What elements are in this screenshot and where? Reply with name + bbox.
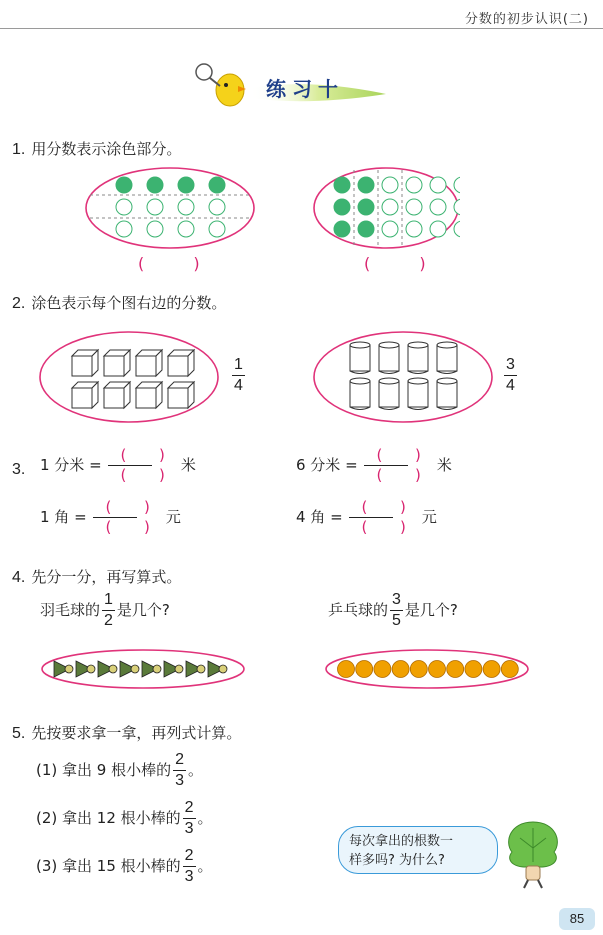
q1a-dot <box>116 221 132 237</box>
cylinder-icon[interactable] <box>379 378 399 410</box>
q1b-dot <box>382 199 398 215</box>
q4-right-question: 乒乓球的 $\frac{3}{5}$ 是几个? <box>328 591 458 629</box>
q3-blank-fraction-2[interactable]: ( ) ( ) <box>364 448 434 483</box>
cylinder-icon[interactable] <box>350 342 370 374</box>
shuttlecock-icon[interactable] <box>54 661 73 677</box>
shuttlecock-icon[interactable] <box>76 661 95 677</box>
q1-answer-blank-a[interactable]: ( ) <box>138 254 222 273</box>
q1b-dot <box>430 199 446 215</box>
pingpong-ball-icon[interactable] <box>374 661 391 678</box>
q3-blank-fraction-3[interactable]: ( ) ( ) <box>93 500 163 535</box>
q3-item-4: 4 角 = ( ) ( ) 元 <box>296 498 437 536</box>
q1a-dot <box>178 199 194 215</box>
q1a-dot <box>116 177 132 193</box>
q1a-dot <box>209 177 225 193</box>
q1b-dot <box>334 199 350 215</box>
q3-blank-fraction-4[interactable]: ( ) ( ) <box>349 500 419 535</box>
question-1: 1. 用分数表示涂色部分。 <box>12 140 182 158</box>
q1a-dot <box>116 199 132 215</box>
cylinder-icon[interactable] <box>408 342 428 374</box>
cube-icon[interactable] <box>72 350 98 376</box>
shuttlecock-icon[interactable] <box>164 661 183 677</box>
q1b-dot <box>382 221 398 237</box>
q4-pingpong-figure[interactable] <box>324 648 530 690</box>
exercise-title: 练习十 <box>266 77 344 101</box>
q2-cylinders-figure[interactable] <box>312 330 494 424</box>
q1b-dot <box>430 221 446 237</box>
q1-figure-a <box>84 166 256 250</box>
cylinder-icon[interactable] <box>408 378 428 410</box>
q1b-dot <box>406 199 422 215</box>
q1-figure-b <box>312 166 460 250</box>
q3-blank-fraction-1[interactable]: ( ) ( ) <box>108 448 178 483</box>
hint-speech-bubble: 每次拿出的根数一 样多吗? 为什么? <box>338 826 498 874</box>
q2-fraction-a: $\frac{1}{4}$ <box>234 356 243 394</box>
shuttlecock-icon[interactable] <box>208 661 227 677</box>
chick-mascot-icon <box>196 64 246 106</box>
q2-fraction-b: $\frac{3}{4}$ <box>506 356 515 394</box>
cylinder-icon[interactable] <box>437 342 457 374</box>
q1a-dot <box>178 221 194 237</box>
pingpong-ball-icon[interactable] <box>356 661 373 678</box>
q1a-dot <box>178 177 194 193</box>
q1b-dot <box>430 177 446 193</box>
q1b-dot <box>358 199 374 215</box>
q4-left-question: 羽毛球的 $\frac{1}{2}$ 是几个? <box>40 591 170 629</box>
pingpong-ball-icon[interactable] <box>447 661 464 678</box>
chapter-title: 分数的初步认识(二) <box>464 12 589 27</box>
q1a-dot <box>147 221 163 237</box>
cylinder-icon[interactable] <box>379 342 399 374</box>
question-4: 4. 先分一分，再写算式。 <box>12 568 182 586</box>
q1-answer-blank-b[interactable]: ( ) <box>364 254 448 273</box>
cylinder-icon[interactable] <box>350 378 370 410</box>
cube-icon[interactable] <box>72 382 98 408</box>
q1a-dot <box>209 199 225 215</box>
pingpong-ball-icon[interactable] <box>501 661 518 678</box>
shuttlecock-icon[interactable] <box>142 661 161 677</box>
q4-left-fraction: $\frac{1}{2}$ <box>104 591 113 629</box>
q1b-dot <box>406 221 422 237</box>
page-number: 85 <box>559 908 595 930</box>
q5-item-2: (2) 拿出 12 根小棒的 $\frac{2}{3}$ 。 <box>36 799 213 837</box>
pingpong-ball-icon[interactable] <box>465 661 482 678</box>
cylinder-icon[interactable] <box>437 378 457 410</box>
cube-icon[interactable] <box>168 382 194 408</box>
q5-item-1: (1) 拿出 9 根小棒的 $\frac{2}{3}$ 。 <box>36 751 204 789</box>
pingpong-ball-icon[interactable] <box>483 661 500 678</box>
q4-shuttlecocks-figure[interactable] <box>40 648 246 690</box>
cabbage-character-icon <box>500 818 566 890</box>
q5-item-3: (3) 拿出 15 根小棒的 $\frac{2}{3}$ 。 <box>36 847 213 885</box>
q3-item-2: 6 分米 = ( ) ( ) 米 <box>296 446 452 484</box>
cube-icon[interactable] <box>168 350 194 376</box>
q1b-dot <box>454 221 460 237</box>
header-divider <box>0 28 603 29</box>
q1b-dot <box>334 177 350 193</box>
q1b-dot <box>406 177 422 193</box>
q1b-dot <box>454 199 460 215</box>
q1b-dot <box>334 221 350 237</box>
cube-icon[interactable] <box>104 382 130 408</box>
question-2: 2. 涂色表示每个图右边的分数。 <box>12 294 227 312</box>
q1a-dot <box>147 177 163 193</box>
q1b-dot <box>358 221 374 237</box>
q1a-dot <box>209 221 225 237</box>
q2-cubes-figure[interactable] <box>38 330 220 424</box>
pingpong-ball-icon[interactable] <box>429 661 446 678</box>
question-5: 5. 先按要求拿一拿，再列式计算。 <box>12 724 242 742</box>
q1b-dot <box>358 177 374 193</box>
pingpong-ball-icon[interactable] <box>410 661 427 678</box>
q1b-dot <box>454 177 460 193</box>
shuttlecock-icon[interactable] <box>98 661 117 677</box>
cube-icon[interactable] <box>136 382 162 408</box>
q1a-dot <box>147 199 163 215</box>
cube-icon[interactable] <box>104 350 130 376</box>
q4-right-fraction: $\frac{3}{5}$ <box>392 591 401 629</box>
question-3: 3. <box>12 461 26 478</box>
pingpong-ball-icon[interactable] <box>338 661 355 678</box>
shuttlecock-icon[interactable] <box>186 661 205 677</box>
q1b-dot <box>382 177 398 193</box>
q3-item-3: 1 角 = ( ) ( ) 元 <box>40 498 181 536</box>
pingpong-ball-icon[interactable] <box>392 661 409 678</box>
cube-icon[interactable] <box>136 350 162 376</box>
q3-item-1: 1 分米 = ( ) ( ) 米 <box>40 446 196 484</box>
shuttlecock-icon[interactable] <box>120 661 139 677</box>
